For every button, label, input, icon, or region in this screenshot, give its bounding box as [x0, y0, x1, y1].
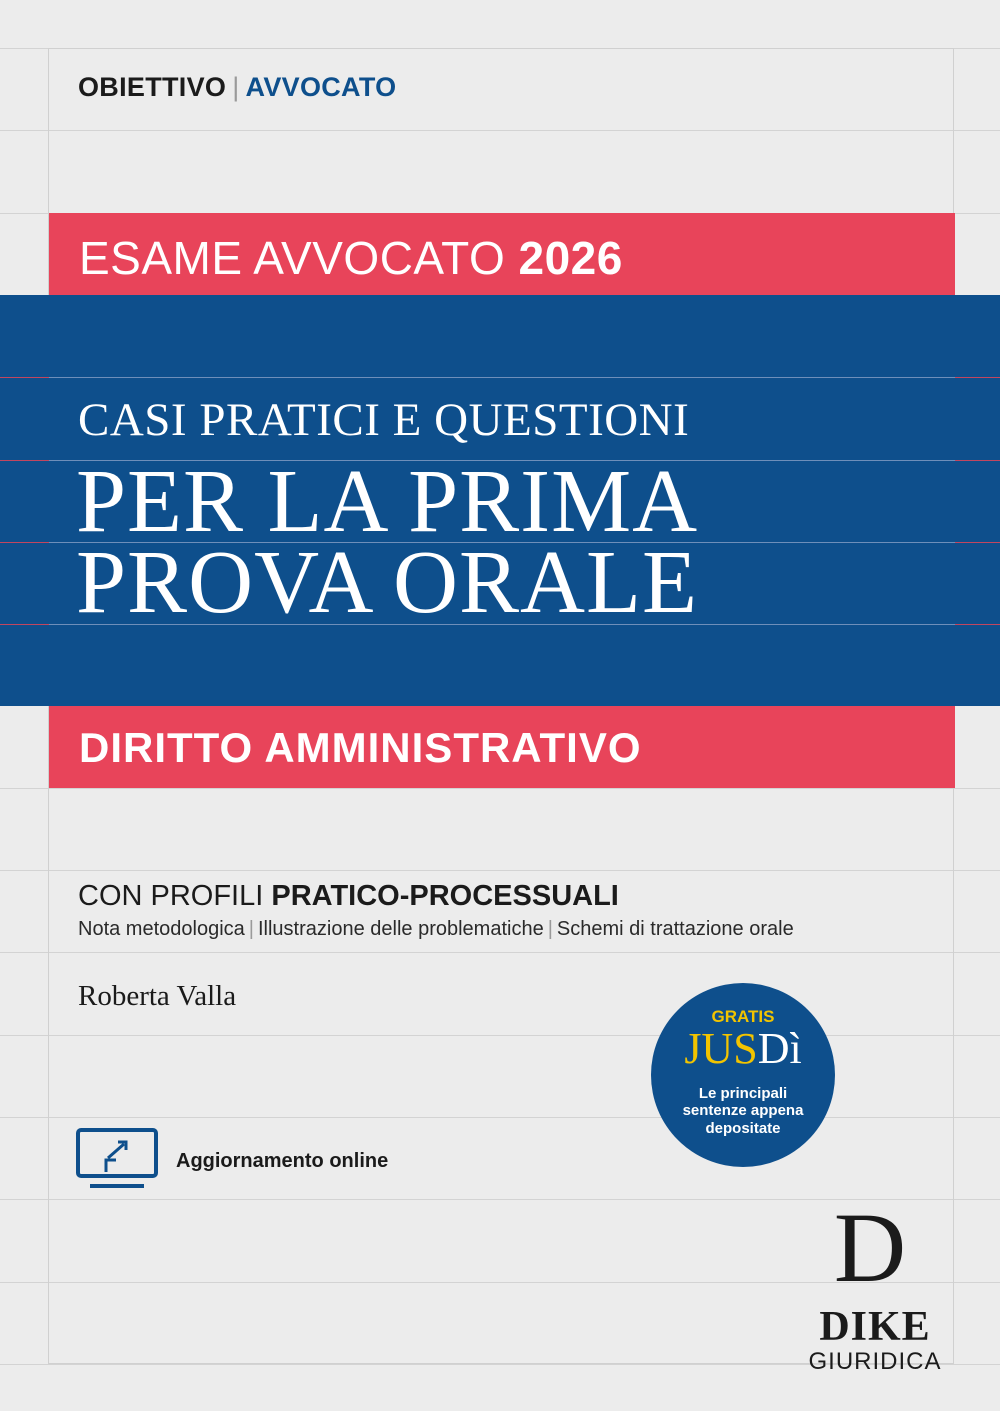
panel-rule-mark	[955, 542, 1000, 543]
series-label	[78, 72, 396, 103]
series-part2: AVVOCATO	[245, 72, 397, 102]
book-title-line2: PROVA ORALE	[76, 533, 698, 632]
book-subtitle: CASI PRATICI E QUESTIONI	[78, 394, 690, 446]
panel-rule	[0, 377, 1000, 378]
series-part1: OBIETTIVO	[78, 72, 227, 102]
subject-banner	[49, 706, 955, 788]
badge-brand-a: JUS	[684, 1024, 758, 1073]
book-title-line1: PER LA PRIMA	[76, 452, 699, 551]
badge-description: Le principali sentenze appena depositate	[682, 1085, 804, 1137]
panel-rule-mark	[0, 542, 49, 543]
monitor-update-icon	[76, 1128, 158, 1192]
panel-rule-mark	[955, 624, 1000, 625]
feature-item: Illustrazione delle problematiche	[257, 918, 544, 940]
online-update	[76, 1128, 389, 1197]
panel-rule-mark	[0, 460, 49, 461]
feature-separator: |	[248, 918, 254, 940]
panel-rule-mark	[0, 377, 49, 378]
badge-gratis: GRATIS	[711, 1007, 775, 1026]
feature-separator: |	[547, 918, 553, 940]
features-line	[78, 918, 794, 941]
feature-item: Schemi di trattazione orale	[556, 918, 794, 940]
subject-title: DIRITTO AMMINISTRATIVO	[79, 724, 642, 771]
publisher-name: DIKE	[819, 1304, 931, 1350]
exam-banner	[49, 213, 955, 295]
jusdi-badge	[651, 983, 835, 1167]
panel-rule-mark	[0, 624, 49, 625]
exam-title	[79, 231, 623, 285]
exam-year: 2026	[518, 232, 623, 284]
panel-rule-mark	[955, 377, 1000, 378]
title-panel	[0, 295, 1000, 706]
author-name: Roberta Valla	[78, 980, 237, 1012]
profili-line	[78, 880, 619, 913]
profili-emph: PRATICO-PROCESSUALI	[271, 880, 619, 912]
exam-prefix: ESAME AVVOCATO	[79, 232, 506, 284]
badge-brand	[651, 1023, 835, 1074]
publisher-sub: GIURIDICA	[808, 1348, 942, 1375]
publisher-mark: D	[833, 1192, 907, 1303]
panel-rule-mark	[955, 460, 1000, 461]
profili-prefix: CON PROFILI	[78, 880, 264, 912]
badge-brand-b: Dì	[757, 1024, 802, 1073]
series-separator: |	[232, 72, 240, 102]
feature-item: Nota metodologica	[78, 918, 245, 940]
online-update-label: Aggiornamento online	[176, 1150, 389, 1172]
publisher-logo	[800, 1192, 950, 1375]
